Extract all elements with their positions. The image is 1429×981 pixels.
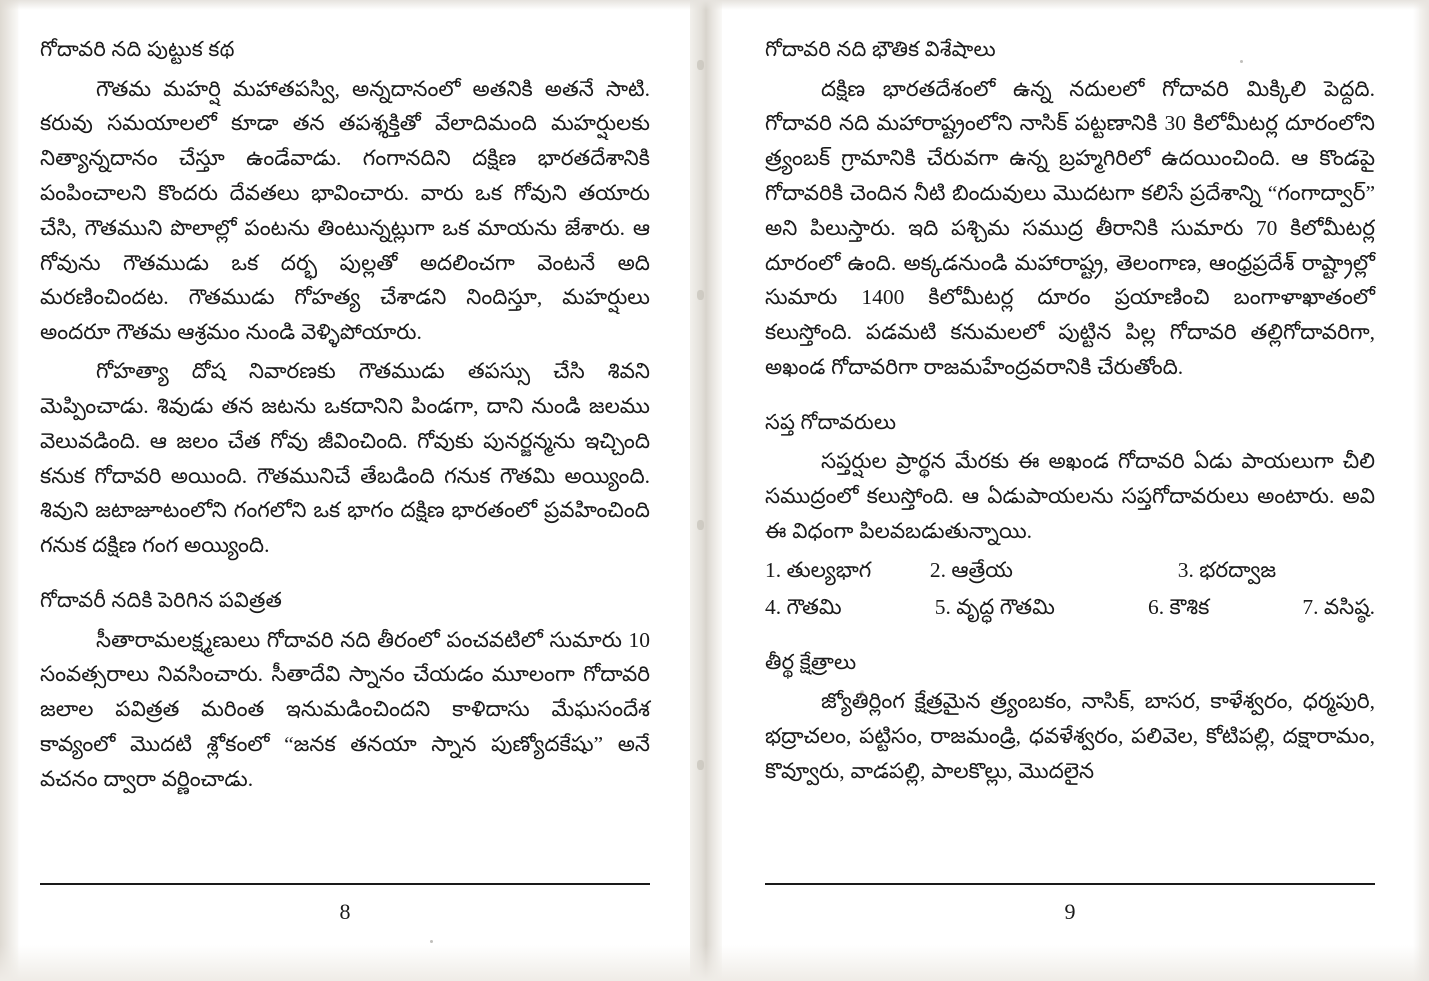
list-item: 6. కౌశిక	[1147, 594, 1210, 619]
binding-hole	[697, 290, 704, 300]
paragraph: గోహత్యా దోష నివారణకు గౌతముడు తపస్సు చేసి శివని మెప్పించాడు. శివుడు తన జటను ఒకదానిని పిండగా, దాని నుండి జలము వెలువడింది. ఆ జలం చేత గోవు జీవించింది. గోవుకు పునర్జన్మను ఇచ్చింది కనుక గోదావరి అయింది. గౌతమునిచే తేబడింది గనుక గౌతమి అయ్యింది. శివుని జటాజూటంలోని గంగలోని ఒక భాగం దక్షిణ భారతంలో ప్రవహించింది గనుక దక్షిణ గంగ అయ్యింది.	[40, 359, 650, 558]
list-row: 1. తుల్యభాగ 2. ఆత్రేయ 3. భరద్వాజ	[765, 553, 1375, 588]
paragraph: జ్యోతిర్లింగ క్షేత్రమైన త్ర్యంబకం, నాసిక్, బాసర, కాళేశ్వరం, ధర్మపురి, భద్రాచలం, పట్టిసం, రాజమండ్రి, ధవళేశ్వరం, పలివెల, కోటిపల్లి, దక్షారామం, కొవ్వూరు, వాడపల్లి, పాలకొల్లు, మొదలైన	[765, 689, 1375, 783]
list-item: 2. ఆత్రేయ	[929, 557, 1013, 582]
scan-edge-left	[0, 0, 20, 981]
page-number: 9	[1064, 899, 1076, 924]
list-item: 4. గౌతమి	[765, 594, 842, 619]
paragraph: సీతారామలక్ష్మణులు గోదావరి నది తీరంలో పంచవటిలో సుమారు 10 సంవత్సరాలు నివసించారు. సీతాదేవి స్నానం చేయడం మూలంగా గోదావరి జలాల పవిత్రత మరింత ఇనుమడించిందని కాళిదాసు మేఘసందేశ కావ్యంలో మొదటి శ్లోకంలో “జనక తనయా స్నాన పుణ్యోదకేషు” అనే వచనం ద్వారా వర్ణించాడు.	[40, 627, 650, 791]
list-item: 3. భరద్వాజ	[1177, 557, 1277, 582]
left-page-content	[40, 34, 650, 801]
scan-edge-right	[1413, 0, 1429, 981]
left-page	[40, 0, 650, 981]
section-title: గోదావరి నది పుట్టుక కథ	[40, 37, 235, 61]
right-page	[765, 0, 1375, 981]
list-item: 5. వృద్ధ గౌతమి	[934, 594, 1055, 619]
section-title: సప్త గోదావరులు	[765, 409, 897, 434]
footer-rule	[765, 883, 1375, 885]
binding-hole	[697, 760, 704, 770]
footer-rule	[40, 883, 650, 885]
list-item: 7. వసిష్ఠ.	[1302, 594, 1375, 619]
right-page-content	[765, 34, 1375, 793]
binding-hole	[697, 60, 704, 70]
binding-hole	[697, 520, 704, 530]
book-gutter	[690, 0, 722, 981]
page-number: 8	[339, 899, 351, 924]
paragraph: దక్షిణ భారతదేశంలో ఉన్న నదులలో గోదావరి మిక్కిలి పెద్దది. గోదావరి నది మహారాష్ట్రంలోని నాసిక్ పట్టణానికి 30 కిలోమీటర్ల దూరంలోని త్ర్యంబక్ గ్రామానికి చేరువగా ఉన్న బ్రహ్మగిరిలో ఉదయించింది. ఆ కొండపై గోదావరికి చెందిన నీటి బిందువులు మొదటగా కలిసే ప్రదేశాన్ని “గంగాద్వార్” అని పిలుస్తారు. ఇది పశ్చిమ సముద్ర తీరానికి సుమారు 70 కిలోమీటర్ల దూరంలో ఉంది. అక్కడనుండి మహారాష్ట్ర, తెలంగాణ, ఆంధ్రప్రదేశ్ రాష్ట్రాల్లో సుమారు 1400 కిలోమీటర్ల దూరం ప్రయాణించి బంగాళాఖాతంలో కలుస్తోంది. పడమటి కనుమలలో పుట్టిన పిల్ల గోదావరి తల్లిగోదావరిగా, అఖండ గోదావరిగా రాజమహేంద్రవరానికి చేరుతోంది.	[765, 76, 1375, 380]
section-title: గోదావరీ నదికి పెరిగిన పవిత్రత	[40, 588, 283, 613]
list-row	[765, 590, 1375, 625]
section-title: గోదావరి నది భౌతిక విశేషాలు	[765, 37, 996, 61]
paragraph: సప్తర్షుల ప్రార్థన మేరకు ఈ అఖండ గోదావరి ఏడు పాయలుగా చీలి సముద్రంలో కలుస్తోంది. ఆ ఏడుపాయలను సప్తగోదావరులు అంటారు. అవి ఈ విధంగా పిలవబడుతున్నాయి.	[765, 449, 1375, 544]
section-title: తీర్థ క్షేత్రాలు	[765, 649, 857, 674]
paragraph: గౌతమ మహర్షి మహాతపస్వి, అన్నదానంలో అతనికి అతనే సాటి. కరువు సమయాలలో కూడా తన తపశ్శక్తితో వేలాదిమంది మహర్షులకు నిత్యాన్నదానం చేస్తూ ఉండేవాడు. గంగానదిని దక్షిణ భారతదేశానికి పంపించాలని కొందరు దేవతలు భావించారు. వారు ఒక గోవుని తయారు చేసి, గౌతముని పొలాల్లో పంటను తింటున్నట్లుగా ఒక మాయను జేశారు. ఆ గోవును గౌతముడు ఒక దర్భ పుల్లతో అదలించగా వెంటనే అది మరణించిందట. గౌతముడు గోహత్య చేశాడని నిందిస్తూ, మహర్షులు అందరూ గౌతమ ఆశ్రమం నుండి వెళ్ళిపోయారు.	[40, 76, 650, 345]
